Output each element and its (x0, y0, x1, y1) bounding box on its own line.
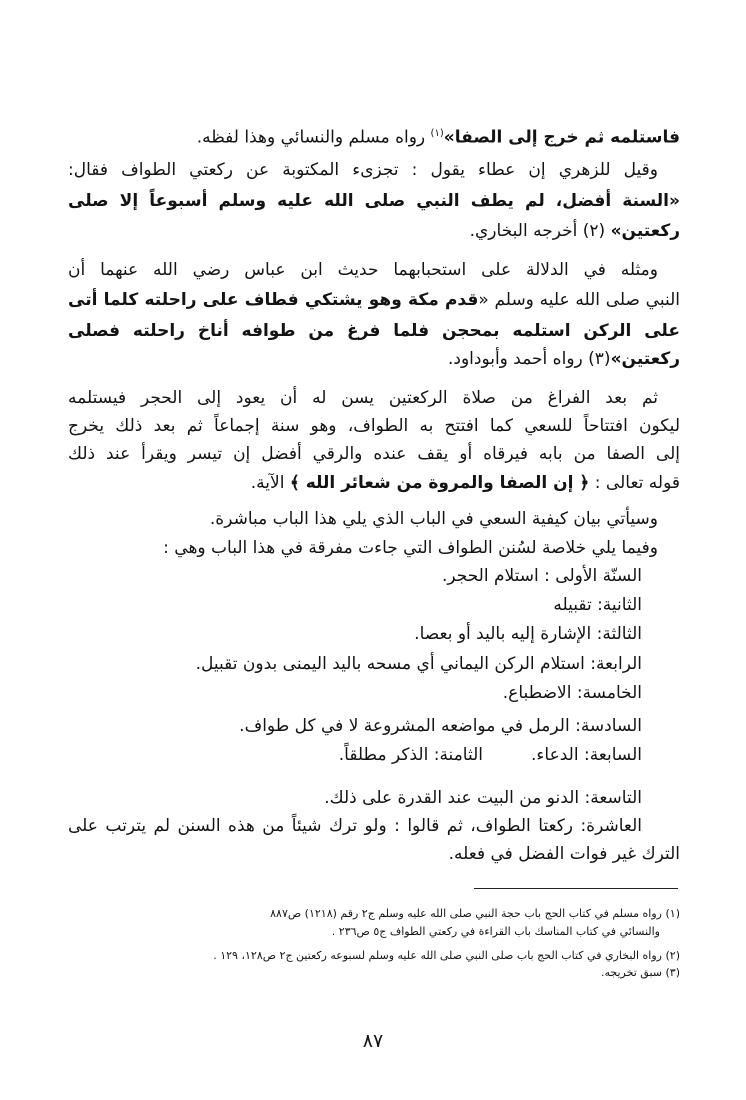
footnote: (٣) سبق تخريجه. (600, 966, 680, 979)
footnote-divider (474, 888, 678, 889)
paragraph-line: ومثله في الدلالة على استحبابهما حديث ابن عباس رضي الله عنهما أن (68, 260, 658, 280)
text-span: رواه مسلم والنسائي وهذا لفظه. (196, 127, 431, 148)
hadith-quote: قدم مكة وهو يشتكي فطاف على راحلته كلما أتى (68, 290, 479, 310)
list-item: السنّة الأولى : استلام الحجر. (441, 566, 642, 586)
list-item: الثانية: تقبيله (553, 595, 642, 615)
list-item (68, 742, 642, 768)
paragraph-line (68, 287, 680, 313)
list-item: السادسة: الرمل في مواضعه المشروعة لا في كل طواف. (239, 716, 642, 736)
paragraph-line: إلى الصفا من بابه فيرقاه أو يقف عنده والرقي أفضل إن تيسر ويقرأ عند ذلك (68, 444, 680, 464)
paragraph-line: ثم بعد الفراغ من صلاة الركعتين يسن له أن يعود إلى الحجر فيستلمه (68, 388, 658, 408)
text-span: قوله تعالى : (589, 473, 680, 493)
paragraph-line: وقيل للزهري إن عطاء يقول : تجزىء المكتوبة عن ركعتي الطواف فقال: (68, 160, 658, 180)
paragraph-line (68, 121, 680, 151)
paragraph-line (68, 188, 680, 214)
text-span: (٣) رواه أحمد وأبوداود. (447, 349, 611, 369)
list-item: التاسعة: الدنو من البيت عند القدرة على ذلك. (324, 788, 642, 808)
page-number: ٨٧ (362, 1030, 384, 1052)
quran-verse: ﴿ إن الصفا والمروة من شعائر الله ﴾ (289, 473, 590, 493)
list-item: الثالثة: الإشارة إليه باليد أو بعصا. (414, 624, 642, 644)
paragraph-line (68, 218, 680, 244)
list-item: الخامسة: الاضطباع. (502, 683, 642, 703)
paragraph-line (68, 470, 680, 496)
list-item: الترك غير فوات الفضل في فعله. (448, 844, 680, 864)
text-span: النبي صلى الله عليه وسلم « (478, 290, 680, 310)
hadith-quote: ركعتين» (610, 349, 680, 369)
hadith-quote: «السنة أفضل، لم يطف النبي صلى الله عليه وسلم أسبوعاً إلا صلى (68, 191, 680, 211)
text-span: (٢) أخرجه البخاري. (469, 221, 611, 241)
hadith-quote: ركعتين» (610, 221, 680, 241)
hadith-quote: فاستلمه ثم خرج إلى الصفا» (443, 127, 680, 148)
text-span: الآية. (250, 473, 290, 493)
footnote-ref: (١) (430, 128, 444, 139)
paragraph-line (68, 346, 680, 372)
list-item: العاشرة: ركعتا الطواف، ثم قالوا : ولو ترك شيئاً من هذه السنن لم يترتب على (68, 816, 642, 836)
text-span: الثامنة: الذكر مطلقاً. (338, 745, 484, 765)
paragraph-line (68, 318, 680, 344)
paragraph-line: وفيما يلي خلاصة لسُنن الطواف التي جاءت مفرقة في هذا الباب وهي : (163, 538, 658, 558)
hadith-quote: على الركن استلمه بمحجن فلما فرغ من طوافه أناخ راحلته فصلى (68, 321, 680, 341)
list-item: الرابعة: استلام الركن اليماني أي مسحه باليد اليمنى بدون تقبيل. (195, 654, 642, 674)
paragraph-line: وسيأتي بيان كيفية السعي في الباب الذي يلي هذا الباب مباشرة. (209, 509, 658, 529)
paragraph-line: ليكون افتتاحاً للسعي كما افتتح به الطواف، وهو سنة إجماعاً ثم بعد ذلك يخرج (68, 416, 680, 436)
text-span: السابعة: الدعاء. (531, 745, 642, 765)
footnote: (١) رواه مسلم في كتاب الحج باب حجة النبي صلى الله عليه وسلم ج٢ رقم (١٢١٨) ص٨٨٧ (270, 907, 680, 920)
footnote: (٢) رواه البخاري في كتاب الحج باب صلى النبي صلى الله عليه وسلم لسبوعه ركعتين ج٢ ص١٢٨، ١٢٩ . (213, 949, 680, 962)
footnote: والنسائي في كتاب المناسك باب القراءة في ركعتي الطواف ج٥ ص٢٣٦ . (331, 925, 660, 938)
